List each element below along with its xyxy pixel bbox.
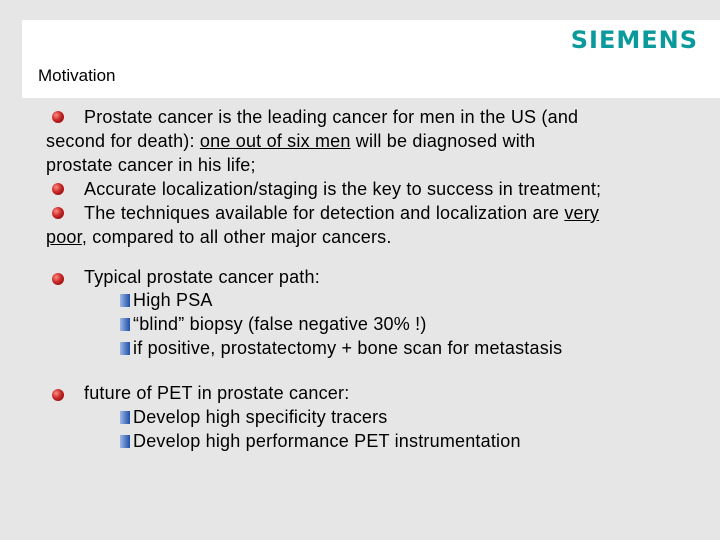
- square-bullet-icon: [120, 411, 130, 424]
- square-bullet-icon: [120, 435, 130, 448]
- siemens-logo: SIEMENS: [570, 26, 698, 54]
- pet-heading: future of PET in prostate cancer:: [84, 383, 350, 403]
- round-bullet-icon: [52, 183, 64, 195]
- round-bullet-icon: [52, 273, 64, 285]
- pet-item: Develop high performance PET instrumentation: [133, 431, 521, 451]
- para3-line2-text: , compared to all other major cancers.: [81, 227, 392, 247]
- path-item: High PSA: [133, 290, 213, 310]
- pet-item: Develop high specificity tracers: [133, 407, 388, 427]
- round-bullet-icon: [52, 111, 64, 123]
- para2-line1: Accurate localization/staging is the key to success in treatment;: [84, 179, 602, 199]
- path-item: “blind” biopsy (false negative 30% !): [133, 314, 427, 334]
- square-bullet-icon: [120, 318, 130, 331]
- slide-title: Motivation: [38, 66, 116, 85]
- para3-line1-text: The techniques available for detection and localization are: [84, 203, 565, 223]
- para3-underlined-text: very: [564, 203, 600, 223]
- round-bullet-icon: [52, 389, 64, 401]
- para1-line2: [46, 129, 535, 153]
- para1-underlined-text: one out of six men: [199, 131, 351, 151]
- para1-line2-text: second for death):: [46, 131, 200, 151]
- square-bullet-icon: [120, 294, 130, 307]
- square-bullet-icon: [120, 342, 130, 355]
- para3-line1: [84, 201, 599, 225]
- round-bullet-icon: [52, 207, 64, 219]
- para3-line2: [46, 225, 392, 249]
- para1-line1: Prostate cancer is the leading cancer for men in the US (and: [84, 107, 579, 127]
- path-heading: Typical prostate cancer path:: [84, 267, 320, 287]
- para1-line3: prostate cancer in his life;: [46, 155, 256, 175]
- path-item: if positive, prostatectomy + bone scan for metastasis: [133, 338, 563, 358]
- para1-line2-text-end: will be diagnosed with: [350, 131, 536, 151]
- para3-underlined-text-2: poor: [46, 227, 82, 247]
